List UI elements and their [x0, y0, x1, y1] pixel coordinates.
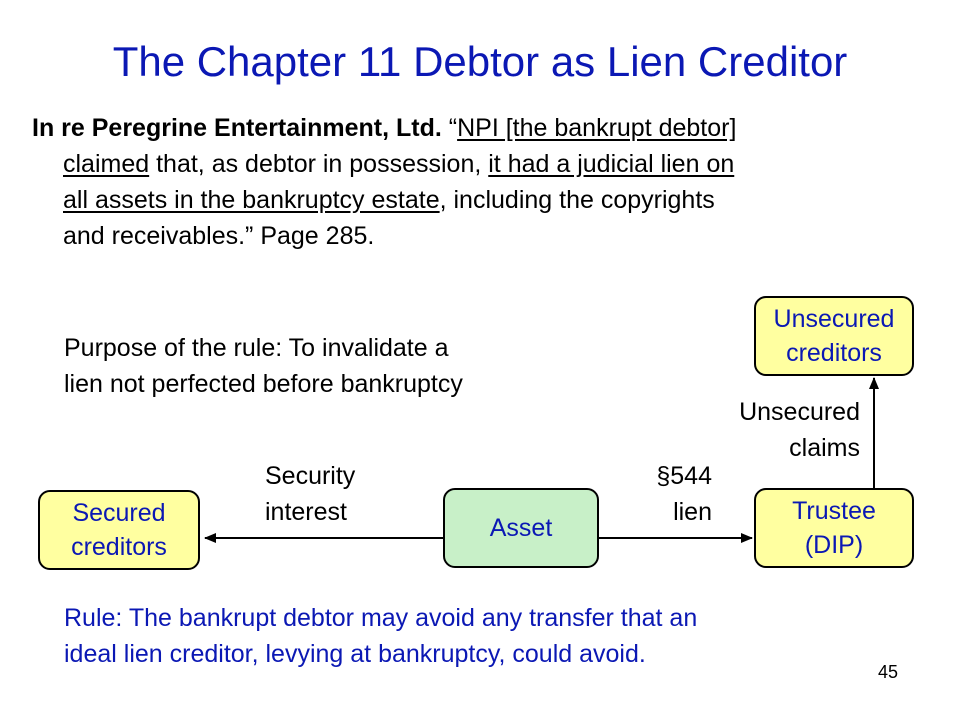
- case-name: In re Peregrine Entertainment, Ltd.: [32, 114, 442, 142]
- slide-title: The Chapter 11 Debtor as Lien Creditor: [112, 38, 848, 85]
- trustee-line-2: (DIP): [804, 531, 864, 559]
- trustee-box: [754, 488, 914, 568]
- section-544-line-2: lien: [673, 498, 712, 526]
- quote-underlined-1: NPI [the bankrupt debtor]: [457, 114, 737, 142]
- unsecured-creditors-line-1: Unsecured: [773, 305, 895, 333]
- asset-label: Asset: [489, 514, 553, 542]
- asset-box: [443, 488, 599, 568]
- quote-text-5: and receivables.” Page 285.: [63, 222, 375, 250]
- purpose-line-1: Purpose of the rule: To invalidate a: [64, 334, 449, 362]
- page-number: 45: [878, 662, 899, 682]
- unsecured-claims-label: [708, 394, 860, 466]
- unsecured-creditors-box: [754, 296, 914, 376]
- rule-line-2: ideal lien creditor, levying at bankruptcy, could avoid.: [64, 640, 646, 668]
- rule-text: [64, 600, 697, 672]
- security-interest-line-2: interest: [265, 498, 347, 526]
- quote-text-4: , including the copyrights: [439, 186, 715, 214]
- security-interest-line-1: Security: [265, 462, 356, 490]
- secured-creditors-box: [38, 490, 200, 570]
- quote-text-2: that, as debtor in possession,: [149, 150, 489, 178]
- quote-underlined-4: all assets in the bankruptcy estate: [63, 186, 440, 214]
- section-544-label: [640, 458, 712, 530]
- unsecured-creditors-line-2: creditors: [786, 339, 882, 367]
- quote-underlined-2: claimed: [63, 150, 150, 178]
- unsecured-claims-line-1: Unsecured: [739, 398, 860, 426]
- quote-underlined-3: it had a judicial lien on: [488, 150, 735, 178]
- purpose-line-2: lien not perfected before bankruptcy: [64, 370, 463, 398]
- rule-line-1: Rule: The bankrupt debtor may avoid any transfer that an: [64, 604, 698, 632]
- open-quote: “: [448, 114, 458, 142]
- security-interest-label: [265, 458, 355, 530]
- unsecured-claims-line-2: claims: [789, 434, 860, 462]
- secured-creditors-line-2: creditors: [71, 533, 167, 561]
- trustee-line-1: Trustee: [792, 497, 876, 525]
- secured-creditors-line-1: Secured: [72, 499, 166, 527]
- section-544-line-1: §544: [656, 462, 712, 490]
